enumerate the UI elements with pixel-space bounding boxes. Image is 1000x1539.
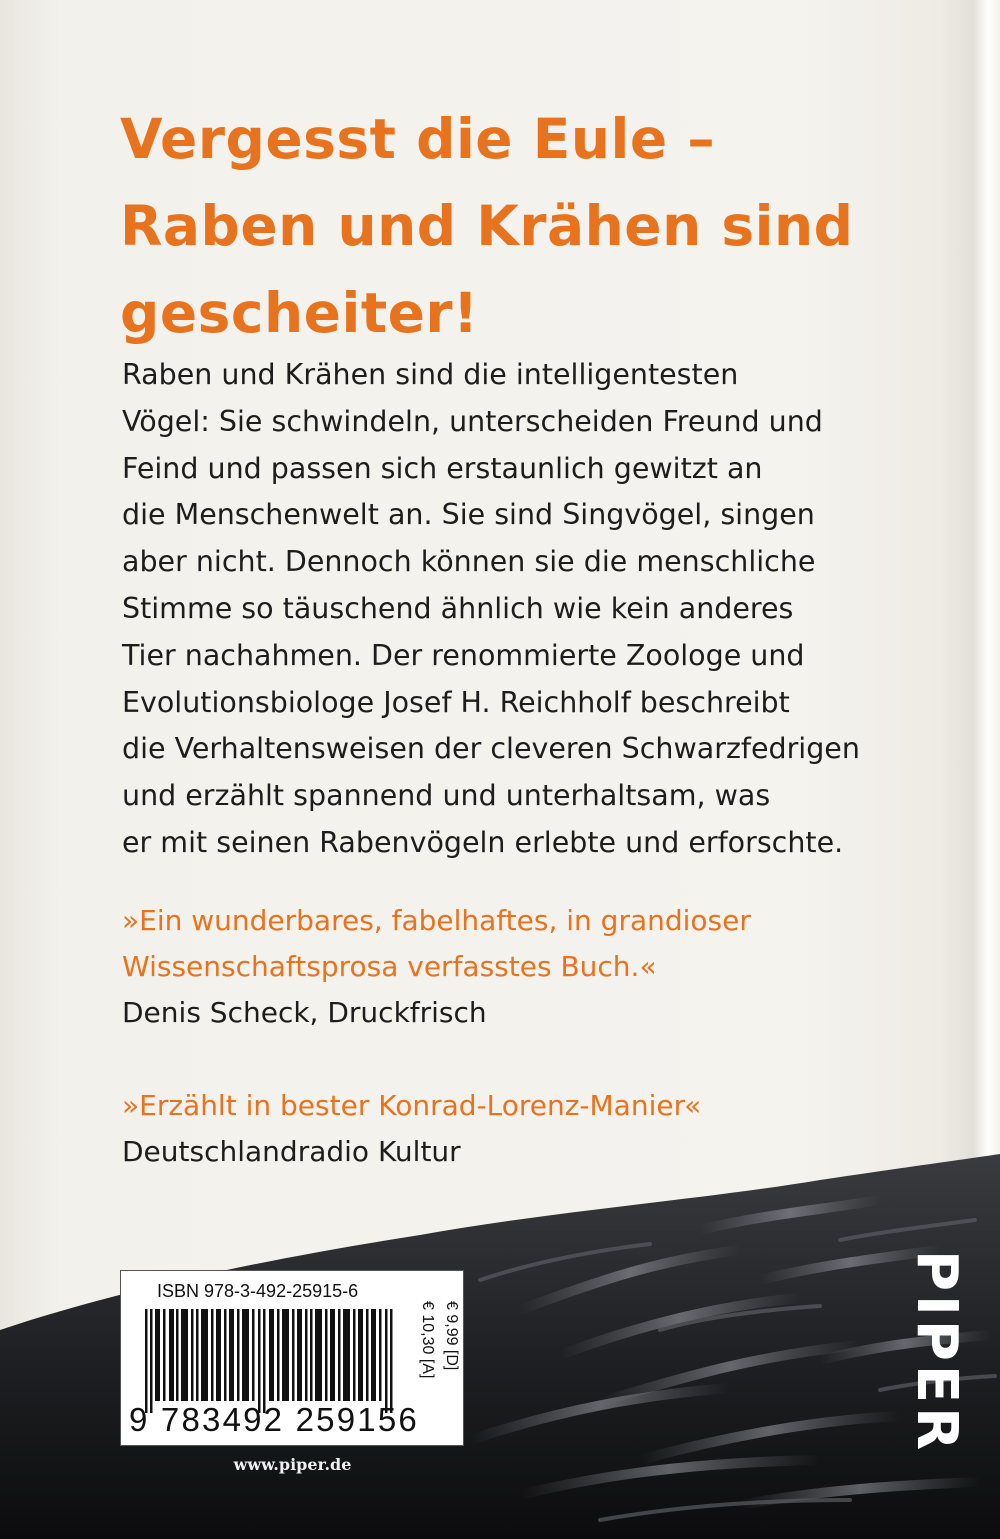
description-line: Vögel: Sie schwindeln, unterscheiden Freund und: [122, 404, 823, 438]
description-line: aber nicht. Dennoch können sie die menschliche: [122, 545, 816, 579]
publisher-url: www.piper.de: [233, 1455, 352, 1474]
quote-source: Denis Scheck, Druckfrisch: [122, 996, 487, 1029]
review-quote: [122, 898, 882, 1036]
quote-text: Wissenschaftsprosa verfasstes Buch.«: [122, 950, 657, 983]
quote-text: »Erzählt in bester Konrad-Lorenz-Manier«: [122, 1089, 702, 1122]
price-list: [409, 1301, 463, 1411]
description: [122, 352, 882, 867]
description-line: die Verhaltensweisen der cleveren Schwarzfedrigen: [122, 732, 860, 766]
barcode-box: [120, 1270, 464, 1446]
price-austria: € 10,30 [A]: [419, 1301, 436, 1379]
quote-source: Deutschlandradio Kultur: [122, 1135, 461, 1168]
description-line: Tier nachahmen. Der renommierte Zoologe und: [122, 638, 805, 672]
publisher-logo: PIPER: [904, 1250, 969, 1455]
headline: [120, 96, 880, 357]
headline-line: Raben und Krähen sind: [120, 194, 854, 258]
description-line: Feind und passen sich erstaunlich gewitzt an: [122, 451, 763, 485]
quote-text: »Ein wunderbares, fabelhaftes, in grandioser: [122, 904, 751, 937]
isbn-text: ISBN 978-3-492-25915-6: [157, 1281, 359, 1301]
headline-line: gescheiter!: [120, 281, 479, 345]
description-line: die Menschenwelt an. Sie sind Singvögel, singen: [122, 498, 815, 532]
description-line: er mit seinen Rabenvögeln erlebte und erforschte.: [122, 825, 844, 859]
barcode: [145, 1309, 395, 1413]
description-line: und erzählt spannend und unterhaltsam, was: [122, 779, 771, 813]
barcode-number: 9 783492 259156: [129, 1401, 419, 1438]
description-line: Raben und Krähen sind die intelligentesten: [122, 358, 739, 391]
headline-line: Vergesst die Eule –: [120, 107, 716, 171]
description-line: Evolutionsbiologe Josef H. Reichholf beschreibt: [122, 685, 790, 719]
price-germany: € 9,99 [D]: [443, 1301, 460, 1371]
description-line: Stimme so täuschend ähnlich wie kein anderes: [122, 591, 794, 625]
